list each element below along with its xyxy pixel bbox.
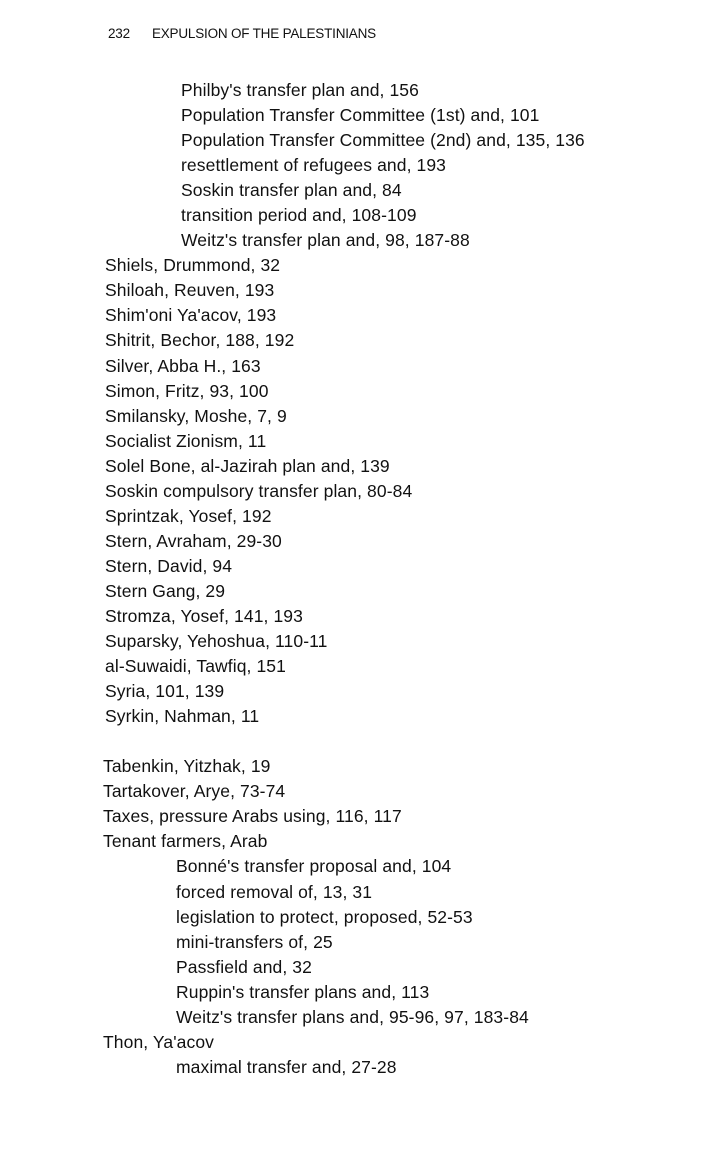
index-entry: Shiloah, Reuven, 193	[105, 280, 275, 301]
index-entry: Tenant farmers, Arab	[103, 831, 268, 852]
index-entry: Syrkin, Nahman, 11	[105, 706, 260, 727]
letter-group-gap	[0, 729, 727, 754]
index-subentry: Weitz's transfer plan and, 98, 187-88	[181, 230, 470, 251]
index-subentry: Population Transfer Committee (1st) and, 101	[181, 105, 540, 126]
index-entry: Shitrit, Bechor, 188, 192	[105, 330, 295, 351]
index-entry: Shiels, Drummond, 32	[105, 255, 281, 276]
index-entry: Simon, Fritz, 93, 100	[105, 380, 269, 401]
index-entry: Tartakover, Arye, 73-74	[103, 781, 286, 802]
index-entry: Sprintzak, Yosef, 192	[105, 505, 272, 526]
index-page	[0, 78, 727, 1080]
index-subentry: Weitz's transfer plans and, 95-96, 97, 183-84	[176, 1006, 529, 1027]
index-entry: Thon, Ya'acov	[103, 1031, 215, 1052]
running-header	[108, 26, 376, 41]
index-subentry: resettlement of refugees and, 193	[181, 155, 446, 176]
index-subentry: mini-transfers of, 25	[176, 931, 333, 952]
index-subentry: Soskin transfer plan and, 84	[181, 180, 402, 201]
index-entry: Soskin compulsory transfer plan, 80-84	[105, 480, 413, 501]
index-subentry: legislation to protect, proposed, 52-53	[176, 906, 473, 927]
index-subentry: Philby's transfer plan and, 156	[181, 80, 419, 100]
index-subentry: transition period and, 108-109	[181, 205, 417, 226]
index-entry: Silver, Abba H., 163	[105, 355, 261, 376]
index-entry: Smilansky, Moshe, 7, 9	[105, 405, 287, 426]
index-subentry: Passfield and, 32	[176, 956, 312, 977]
index-subentry: forced removal of, 13, 31	[176, 881, 373, 902]
index-entry: al-Suwaidi, Tawfiq, 151	[105, 656, 286, 677]
index-entry: Tabenkin, Yitzhak, 19	[103, 756, 271, 777]
index-entry: Stern Gang, 29	[105, 580, 226, 601]
page-number: 232	[108, 26, 130, 41]
index-subentry: Population Transfer Committee (2nd) and, 135, 136	[181, 130, 585, 151]
running-title: EXPULSION OF THE PALESTINIANS	[151, 26, 376, 41]
index-entry: Stern, David, 94	[105, 555, 233, 576]
index-entry: Syria, 101, 139	[105, 681, 225, 702]
index-entry: Solel Bone, al-Jazirah plan and, 139	[105, 455, 390, 476]
index-entry: Stromza, Yosef, 141, 193	[105, 605, 303, 626]
index-entry: Stern, Avraham, 29-30	[105, 530, 282, 551]
index-entry: Taxes, pressure Arabs using, 116, 117	[103, 806, 402, 827]
index-subentry: Ruppin's transfer plans and, 113	[176, 981, 430, 1002]
index-entry: Suparsky, Yehoshua, 110-11	[105, 631, 328, 652]
index-subentry: maximal transfer and, 27-28	[176, 1056, 397, 1077]
index-entry: Shim'oni Ya'acov, 193	[105, 305, 277, 326]
index-subentry: Bonné's transfer proposal and, 104	[176, 856, 452, 877]
index-entry: Socialist Zionism, 11	[105, 430, 267, 451]
